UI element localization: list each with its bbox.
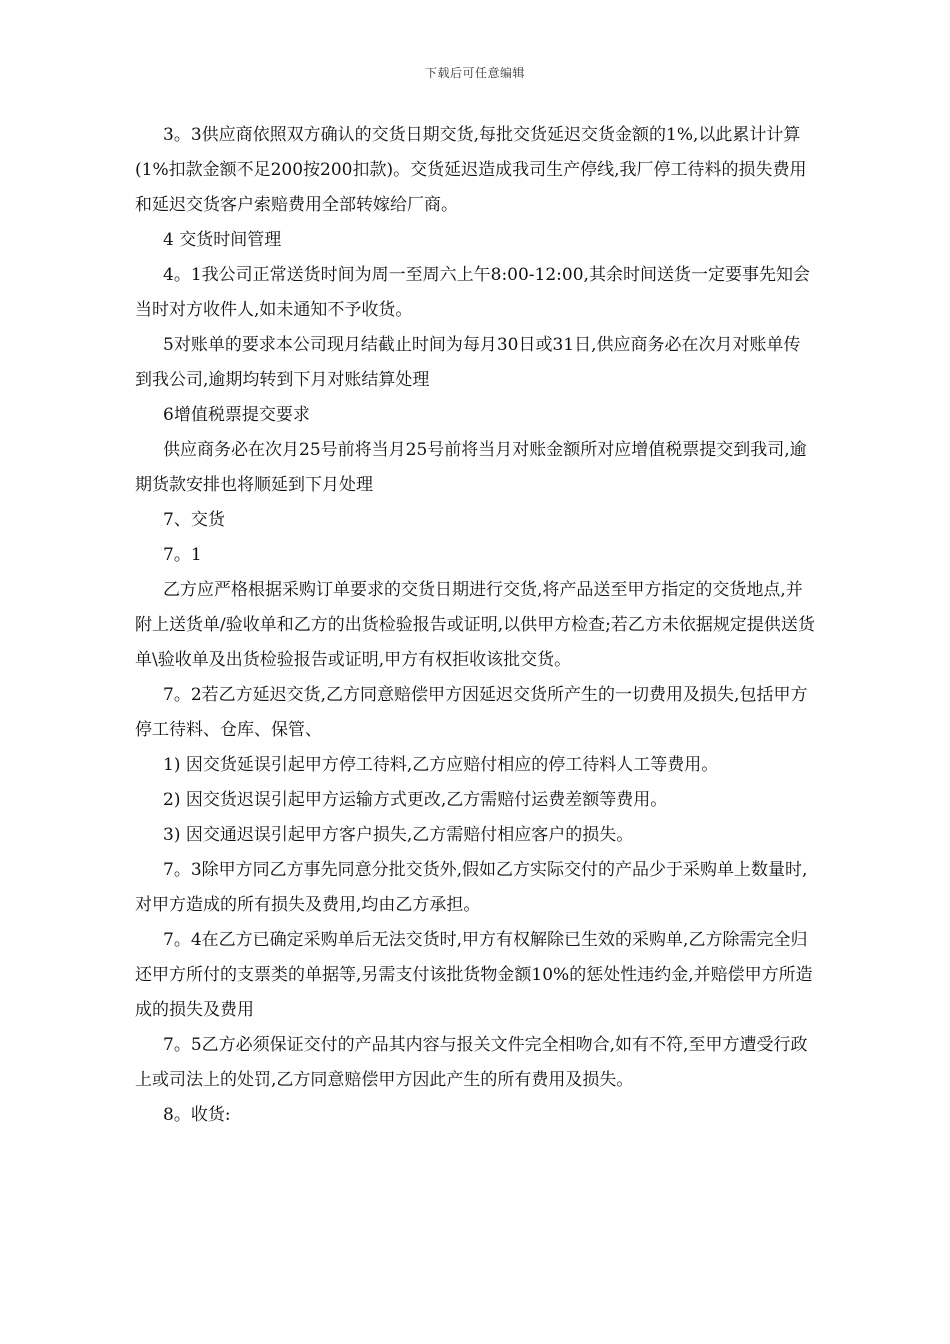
paragraph-4-1: 4。1我公司正常送货时间为周一至周六上午8:00-12:00,其余时间送货一定要事先知会当时对方收件人,如未通知不予收货。 bbox=[135, 265, 810, 320]
paragraph-7-2: 7。2若乙方延迟交货,乙方同意赔偿甲方因延迟交货所产生的一切费用及损失,包括甲方停工待料、仓库、保管、 bbox=[135, 685, 808, 740]
paragraph-7-4: 7。4在乙方已确定采购单后无法交货时,甲方有权解除已生效的采购单,乙方除需完全归还甲方所付的支票类的单据等,另需支付该批货物金额10%的惩处性违约金,并赔偿甲方所造成的损失及费用 bbox=[135, 930, 813, 1020]
list-item-3: 3) 因交通迟误引起甲方客户损失,乙方需赔付相应客户的损失。 bbox=[163, 825, 634, 845]
heading-vat-invoice: 6增值税票提交要求 bbox=[163, 405, 310, 425]
paragraph-vat-invoice: 供应商务必在次月25号前将当月25号前将当月对账金额所对应增值税票提交到我司,逾期货款安排也将顺延到下月处理 bbox=[135, 440, 807, 495]
heading-7-1: 7。1 bbox=[163, 545, 202, 565]
heading-delivery: 7、交货 bbox=[163, 510, 225, 530]
paragraph-7-5: 7。5乙方必须保证交付的产品其内容与报关文件完全相吻合,如有不符,至甲方遭受行政上或司法上的处罚,乙方同意赔偿甲方因此产生的所有费用及损失。 bbox=[135, 1035, 808, 1090]
paragraph-3-3: 3。3供应商依照双方确认的交货日期交货,每批交货延迟交货金额的1%,以此累计计算(1%扣款金额不足200按200扣款)。交货延迟造成我司生产停线,我厂停工待料的损失费用和延迟交货客户索赔费用全部转嫁给厂商。 bbox=[135, 125, 807, 215]
paragraph-7-3: 7。3除甲方同乙方事先同意分批交货外,假如乙方实际交付的产品少于采购单上数量时,对甲方造成的所有损失及费用,均由乙方承担。 bbox=[135, 860, 808, 915]
heading-receiving: 8。收货: bbox=[163, 1105, 231, 1125]
list-item-2: 2) 因交货迟误引起甲方运输方式更改,乙方需赔付运费差额等费用。 bbox=[163, 790, 668, 810]
list-item-1: 1) 因交货延误引起甲方停工待料,乙方应赔付相应的停工待料人工等费用。 bbox=[163, 755, 719, 775]
document-body bbox=[135, 118, 815, 1133]
paragraph-7-1: 乙方应严格根据采购订单要求的交货日期进行交货,将产品送至甲方指定的交货地点,并附上送货单/验收单和乙方的出货检验报告或证明,以供甲方检查;若乙方未依据规定提供送货单\验收单及出货检验报告或证明,甲方有权拒收该批交货。 bbox=[135, 580, 815, 670]
paragraph-5-statement: 5对账单的要求本公司现月结截止时间为每月30日或31日,供应商务必在次月对账单传到我公司,逾期均转到下月对账结算处理 bbox=[135, 335, 801, 390]
page-header-note: 下载后可任意编辑 bbox=[424, 66, 525, 80]
heading-delivery-time: 4 交货时间管理 bbox=[163, 230, 282, 250]
